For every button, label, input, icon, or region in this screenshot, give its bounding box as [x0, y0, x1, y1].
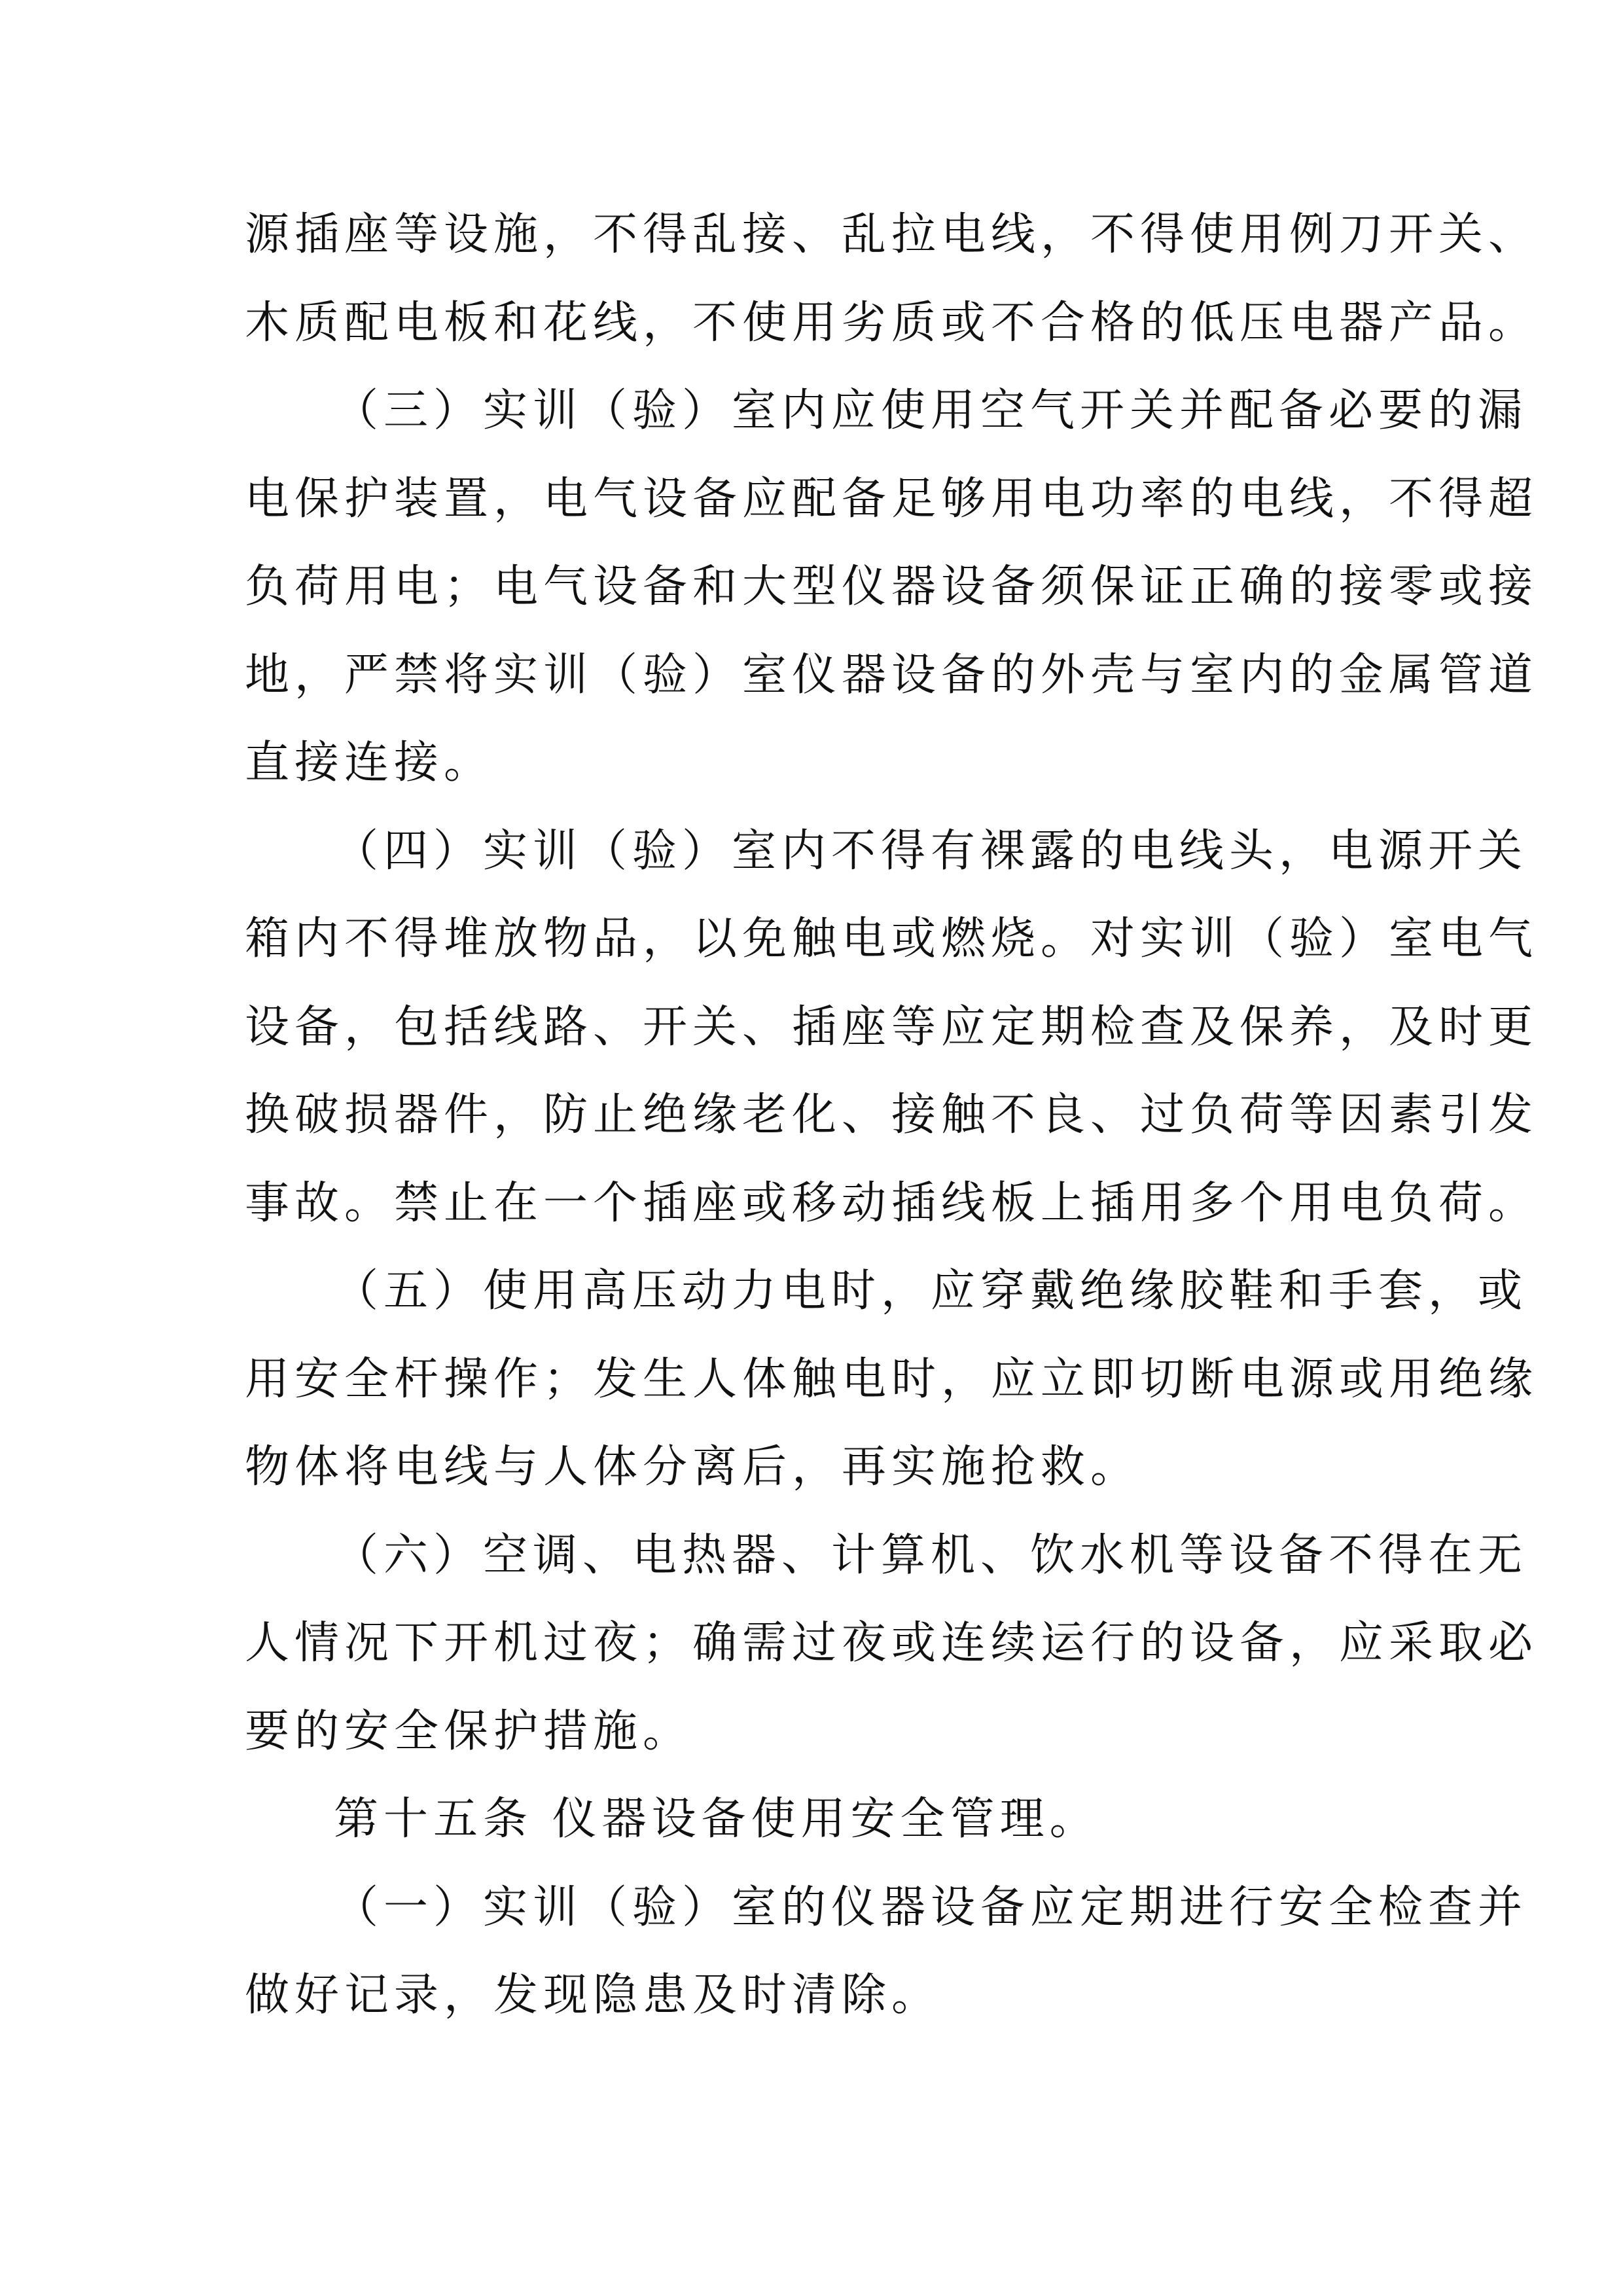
text-line: （五）使用高压动力电时，应穿戴绝缘胶鞋和手套，或 — [334, 1265, 1528, 1317]
paragraph-item-6 — [245, 1512, 1539, 1776]
text-line: 直接连接。 — [245, 737, 494, 789]
article-heading — [245, 1776, 1383, 1864]
text-line: 负荷用电；电气设备和大型仪器设备须保证正确的接零或接 — [245, 561, 1539, 613]
text-line: （一）实训（验）室的仪器设备应定期进行安全检查并 — [334, 1881, 1528, 1933]
text-line: 人情况下开机过夜；确需过夜或连续运行的设备，应采取必 — [245, 1617, 1539, 1669]
text-line: 设备，包括线路、开关、插座等应定期检查及保养，及时更 — [245, 1001, 1539, 1053]
paragraph-item-4 — [245, 808, 1539, 1248]
text-line: 要的安全保护措施。 — [245, 1705, 693, 1757]
document-body — [245, 191, 1539, 2040]
text-line: 物体将电线与人体分离后，再实施抢救。 — [245, 1441, 1141, 1493]
paragraph-item-3 — [245, 367, 1539, 808]
text-line: （三）实训（验）室内应使用空气开关并配备必要的漏 — [334, 385, 1528, 437]
text-line: 用安全杆操作；发生人体触电时，应立即切断电源或用绝缘 — [245, 1353, 1539, 1405]
text-line: 做好记录，发现隐患及时清除。 — [245, 1969, 942, 2021]
article-title-line: 第十五条 仪器设备使用安全管理。 — [334, 1793, 1099, 1845]
paragraph-continuation — [245, 191, 1539, 367]
paragraph-item-1 — [245, 1864, 1528, 2040]
text-line: （六）空调、电热器、计算机、饮水机等设备不得在无 — [334, 1529, 1528, 1581]
text-line: （四）实训（验）室内不得有裸露的电线头，电源开关 — [334, 825, 1528, 877]
text-line: 换破损器件，防止绝缘老化、接触不良、过负荷等因素引发 — [245, 1089, 1539, 1141]
paragraph-item-5 — [245, 1247, 1539, 1512]
text-line: 箱内不得堆放物品，以免触电或燃烧。对实训（验）室电气 — [245, 913, 1539, 965]
text-line: 事故。禁止在一个插座或移动插线板上插用多个用电负荷。 — [245, 1177, 1539, 1229]
text-line: 源插座等设施，不得乱接、乱拉电线，不得使用例刀开关、 — [245, 209, 1539, 260]
text-line: 地，严禁将实训（验）室仪器设备的外壳与室内的金属管道 — [245, 649, 1539, 701]
text-line: 电保护装置，电气设备应配备足够用电功率的电线，不得超 — [245, 473, 1539, 525]
text-line: 木质配电板和花线，不使用劣质或不合格的低压电器产品。 — [245, 296, 1539, 349]
